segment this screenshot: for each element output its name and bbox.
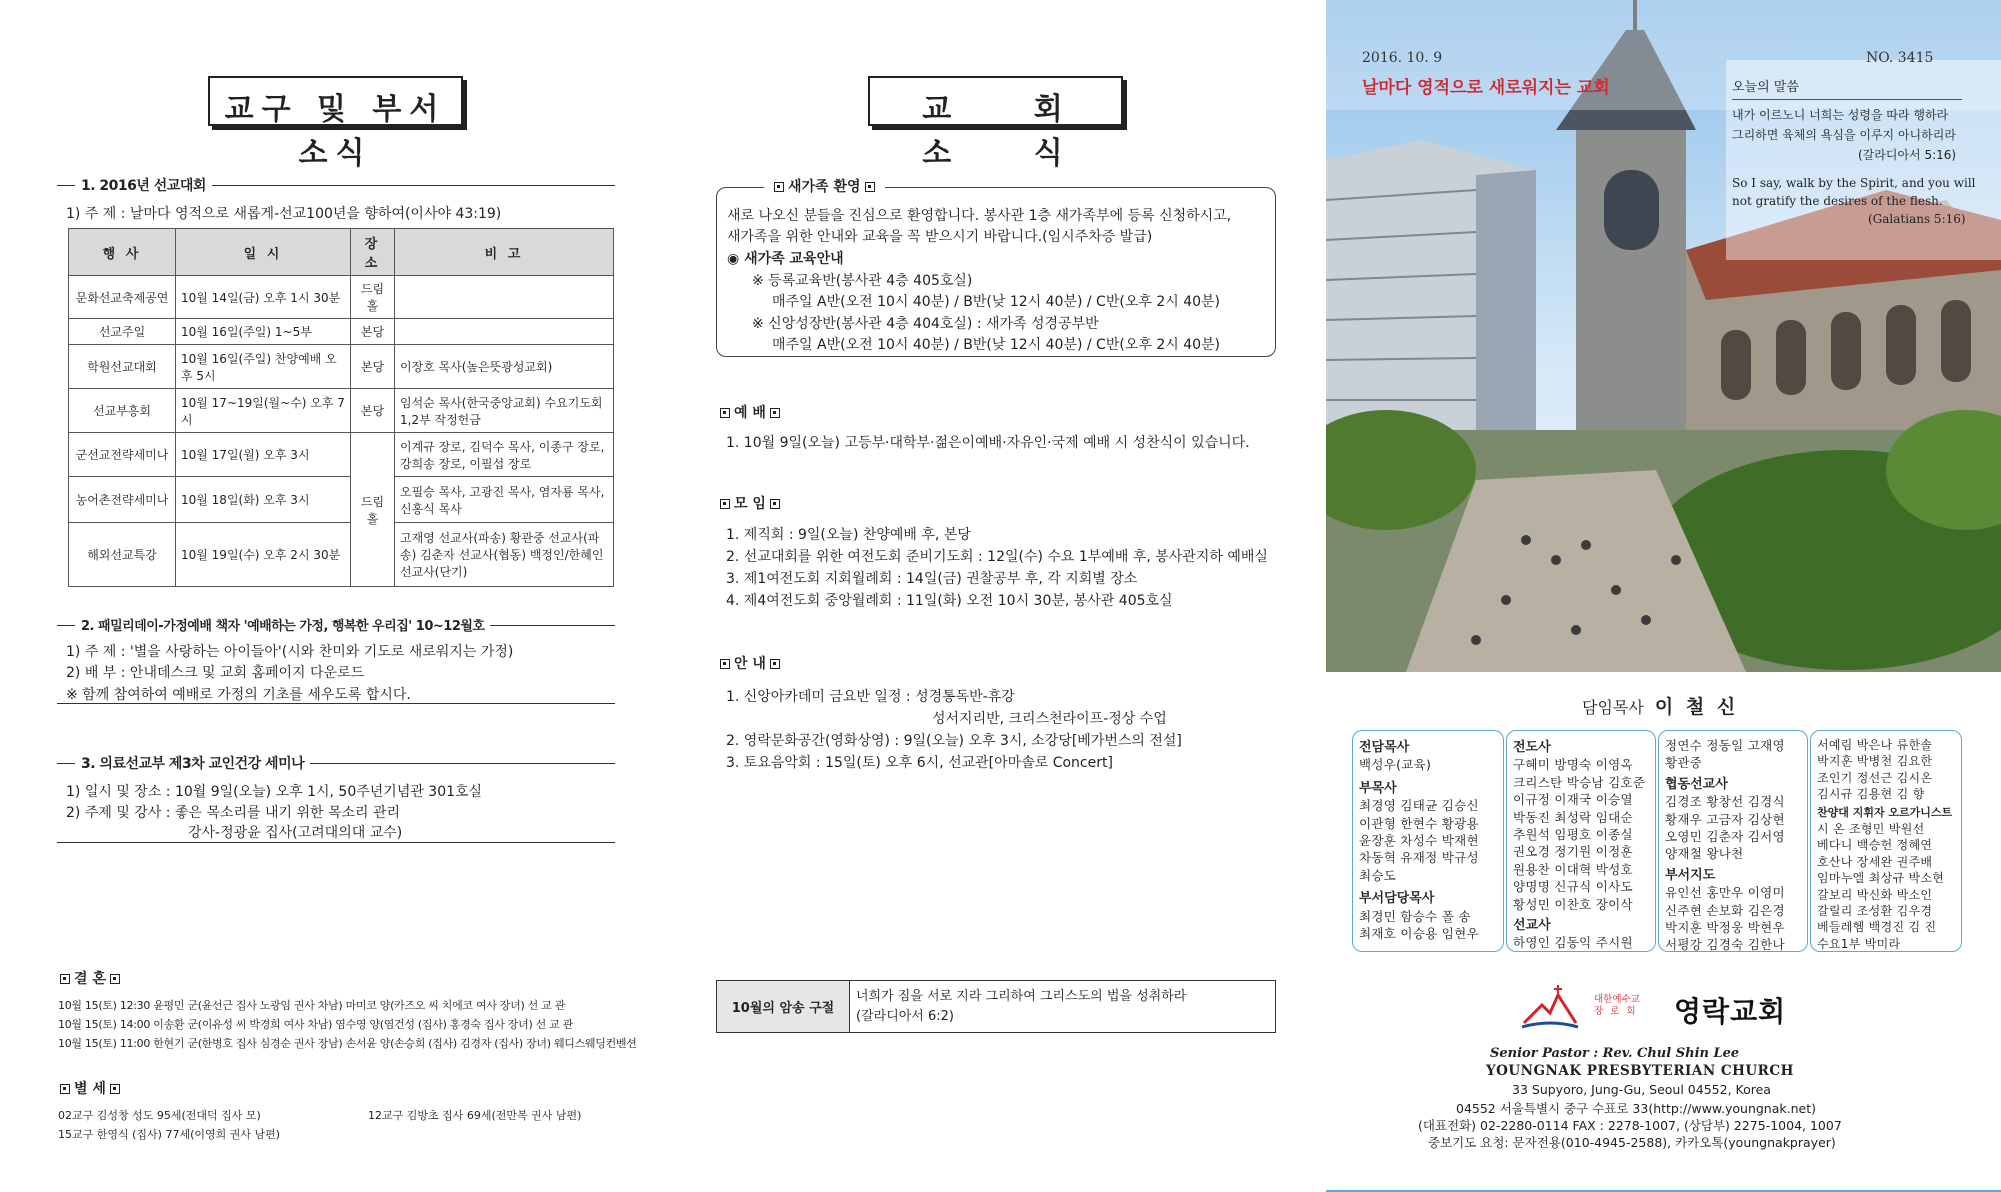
- staff-group: 찬양대 지휘자 오르가니스트: [1817, 805, 1953, 819]
- middle-title: 교 회 소 식: [868, 76, 1123, 126]
- cell-place: 본당: [351, 389, 395, 433]
- square-bullet-icon: [770, 499, 780, 509]
- cell-note: 고재영 선교사(파송) 황관중 선교사(파송) 김춘자 선교사(협동) 백정인/한혜인 선교사(단기): [395, 523, 614, 587]
- cell-place: 드림홀: [351, 276, 395, 319]
- staff-names: 황관중: [1665, 755, 1703, 771]
- staff-names: 양명명 신규식 이사도: [1513, 879, 1633, 895]
- address-en: 33 Supyoro, Jung-Gu, Seoul 04552, Korea: [1512, 1082, 1771, 1097]
- newcomer-e4: 매주일 A반(오전 10시 40분) / B반(낮 12시 40분) / C반(오후 2시 40분): [772, 337, 1221, 353]
- table-row: [69, 523, 614, 587]
- staff-group: 전도사: [1513, 740, 1551, 755]
- cell-date: 10월 18일(화) 오후 3시: [176, 477, 351, 523]
- staff-names: 수요1부 박미라: [1817, 936, 1901, 951]
- newcomer-p1: 새로 나오신 분들을 진심으로 환영합니다. 봉사관 1층 새가족부에 등록 신청하시고,: [727, 208, 1232, 224]
- word-ko2: 그리하면 육체의 욕심을 이루지 아니하리라: [1732, 128, 1956, 142]
- word-en2: not gratify the desires of the flesh.: [1732, 194, 1943, 208]
- staff-col-3: [1658, 730, 1808, 952]
- cell-place: 본당: [351, 319, 395, 345]
- newcomer-heading: [764, 176, 885, 196]
- sec2-heading: 2. 패밀리데이-가정예배 책자 '예배하는 가정, 행복한 우리집' 10~12월호: [75, 615, 490, 634]
- square-bullet-icon: [770, 659, 780, 669]
- church-name-en: YOUNGNAK PRESBYTERIAN CHURCH: [1486, 1063, 1794, 1079]
- table-row: [69, 319, 614, 345]
- square-bullet-icon: [110, 974, 120, 984]
- staff-col-4: [1810, 730, 1962, 952]
- staff-col-2: [1506, 730, 1656, 952]
- church-name: 영락교회: [1674, 995, 1787, 1028]
- newcomer-e1: ※ 등록교육반(봉사관 4층 405호실): [752, 273, 973, 289]
- meeting-heading-text: 모 임: [734, 496, 766, 512]
- newcomer-edu: ◉ 새가족 교육안내: [727, 251, 844, 267]
- meeting-line1: 1. 제직회 : 9일(오늘) 찬양예배 후, 본당: [726, 527, 971, 543]
- memory-label: 10월의 암송 구절: [717, 981, 850, 1032]
- meeting-line3: 3. 제1여전도회 지회월례회 : 14일(금) 권찰공부 후, 각 지회별 장소: [726, 571, 1138, 587]
- staff-names: 권오경 정기원 이정훈: [1513, 844, 1633, 860]
- notice-heading: [716, 653, 784, 673]
- cell-event: 선교주일: [69, 319, 176, 345]
- th-event: 행 사: [69, 229, 176, 276]
- memory-verse: 너희가 짐을 서로 지라 그리하여 그리스도의 법을 성취하라: [856, 989, 1187, 1004]
- staff-names: 최승도: [1359, 867, 1397, 883]
- sec3-line2: 2) 주제 및 강사 : 좋은 목소리를 내기 위한 목소리 관리: [66, 805, 401, 821]
- cell-note: [395, 276, 614, 319]
- cell-event: 해외선교특강: [69, 523, 176, 587]
- square-bullet-icon: [720, 408, 730, 418]
- notice-heading-text: 안 내: [734, 656, 766, 672]
- cell-event: 농어촌전략세미나: [69, 477, 176, 523]
- sec1-theme: 1) 주 제 : 날마다 영적으로 새롭게-선교100년을 향하여(이사야 43:19): [66, 206, 502, 222]
- staff-group: 협동선교사: [1665, 776, 1728, 792]
- word-ko1: 내가 이르노니 너희는 성령을 따라 행하라: [1732, 108, 1949, 122]
- cell-place: 본당: [351, 345, 395, 389]
- staff-names: 박지훈 박정웅 박현우: [1665, 920, 1785, 936]
- death-row: 02교구 김성창 성도 95세(전대덕 집사 모): [58, 1109, 261, 1122]
- wedding-row: 10월 15(토) 12:30 윤평민 군(윤선근 집사 노광임 권사 차남) 마미코 양(카즈오 씨 치에코 여사 장녀) 선 교 관: [58, 999, 566, 1012]
- staff-names: 서예림 박은나 류한솔: [1817, 738, 1933, 752]
- wedding-heading: [56, 968, 124, 988]
- death-row: 15교구 한영식 (집사) 77세(이영희 권사 남편): [58, 1128, 281, 1141]
- staff-names: 오영민 김춘자 김서영: [1665, 829, 1785, 845]
- square-bullet-icon: [720, 659, 730, 669]
- cell-note: 임석순 목사(한국중앙교회) 수요기도회 1,2부 작정헌금: [395, 389, 614, 433]
- wedding-heading-text: 결 혼: [74, 971, 106, 987]
- issue-number: NO. 3415: [1866, 50, 1934, 66]
- cell-event: 선교부흥회: [69, 389, 176, 433]
- staff-names: 박지훈 박병천 김요한: [1817, 754, 1933, 769]
- word-title: 오늘의 말씀: [1732, 80, 1799, 95]
- cell-event: 문화선교축제공연: [69, 276, 176, 319]
- worship-line1: 1. 10월 9일(오늘) 고등부·대학부·젊은이예배·자유인·국제 예배 시 성찬식이 있습니다.: [726, 435, 1250, 451]
- staff-names: 서평강 김경숙 김한나: [1665, 937, 1785, 953]
- staff-names: 정연수 정동일 고재영: [1665, 738, 1785, 753]
- staff-names: 호산나 장세완 권주배: [1817, 854, 1933, 869]
- staff-names: 최경영 김태균 김승신: [1359, 798, 1479, 814]
- square-bullet-icon: [770, 408, 780, 418]
- prayer-request: 중보기도 요청: 문자전용(010-4945-2588), 카카오톡(youngnakprayer): [1428, 1135, 1836, 1150]
- sec1-heading: 1. 2016년 선교대회: [75, 175, 212, 195]
- staff-names: 황재우 고금자 김상현: [1665, 811, 1785, 827]
- sec3-heading: 3. 의료선교부 제3차 교인건강 세미나: [75, 753, 310, 773]
- table-row: [69, 433, 614, 477]
- staff-names: 구혜미 방명숙 이영옥: [1513, 757, 1633, 773]
- square-bullet-icon: [720, 499, 730, 509]
- cell-date: 10월 16일(주일) 1~5부: [176, 319, 351, 345]
- word-rule: [1732, 99, 1962, 100]
- cell-date: 10월 17일(월) 오후 3시: [176, 433, 351, 477]
- cell-date: 10월 14일(금) 오후 1시 30분: [176, 276, 351, 319]
- sec3-line1: 1) 일시 및 장소 : 10월 9일(오늘) 오후 1시, 50주년기념관 301호실: [66, 784, 483, 800]
- staff-group: 부서담당목사: [1359, 891, 1435, 907]
- church-motto: 날마다 영적으로 새로워지는 교회: [1362, 78, 1610, 98]
- staff-names: 신주현 손보화 김은경: [1665, 902, 1785, 918]
- staff-group: 전담목사: [1359, 740, 1410, 755]
- notice-line3: 3. 토요음악회 : 15일(토) 오후 6시, 선교관[아마솔로 Concert]: [726, 755, 1113, 771]
- staff-names: 갈보리 박신화 박소인: [1817, 887, 1933, 902]
- staff-names: 이관형 한현수 황광용: [1359, 815, 1479, 831]
- staff-names: 갈릴리 조성환 김우경: [1817, 904, 1933, 919]
- cell-note: 오필승 목사, 고광진 목사, 염자룡 목사, 신홍식 목사: [395, 477, 614, 523]
- church-photo: [1326, 0, 2001, 672]
- cell-event: 군선교전략세미나: [69, 433, 176, 477]
- sec3-line3: 강사-정광윤 집사(고려대의대 교수): [188, 825, 403, 841]
- staff-names: 양재철 왕나천: [1665, 846, 1744, 862]
- staff-group: 부서지도: [1665, 867, 1716, 883]
- death-heading: [56, 1078, 124, 1098]
- senior-pastor-en: Senior Pastor : Rev. Chul Shin Lee: [1490, 1046, 1740, 1061]
- wedding-row: 10월 15(토) 14:00 이송환 군(이유성 씨 박경희 여사 차남) 염수영 양(염건성 (집사) 홍경숙 집사 장녀) 선 교 관: [58, 1018, 574, 1031]
- staff-names: 베다니 백승헌 정혜연: [1817, 838, 1933, 853]
- staff-names: 최경민 함승수 폴 송: [1359, 908, 1471, 924]
- staff-names: 원용찬 이대혁 박성호: [1513, 861, 1633, 877]
- memory-verse-box: [716, 980, 1276, 1033]
- pastor-label: 담임목사: [1582, 698, 1644, 717]
- square-bullet-icon: [60, 1084, 70, 1094]
- meeting-line4: 4. 제4여전도회 중앙월례회 : 11일(화) 오전 10시 30분, 봉사관 405호실: [726, 593, 1173, 609]
- sec2-line3: ※ 함께 참여하여 예배로 가정의 기초를 세우도록 합시다.: [66, 687, 411, 703]
- event-table: [68, 228, 614, 587]
- death-heading-text: 별 세: [74, 1081, 106, 1097]
- meeting-line2: 2. 선교대회를 위한 여전도회 준비기도회 : 12일(수) 수요 1부예배 후, 봉사관지하 예배실: [726, 549, 1268, 565]
- cell-place: 드림홀: [351, 433, 395, 587]
- staff-names: 시 온 조형민 박원선: [1817, 822, 1925, 837]
- cell-date: 10월 17~19일(월~수) 오후 7시: [176, 389, 351, 433]
- staff-names: 박동진 최성락 임대순: [1513, 809, 1633, 825]
- staff-names: 임마누엘 최상규 박소현: [1817, 871, 1945, 886]
- newcomer-e3: ※ 신앙성장반(봉사관 4층 404호실) : 새가족 성경공부반: [752, 316, 1099, 332]
- address-ko: 04552 서울특별시 중구 수표로 33(http://www.youngnak.net): [1456, 1101, 1816, 1116]
- square-bullet-icon: [60, 974, 70, 984]
- staff-group: 부목사: [1359, 780, 1397, 796]
- staff-names: 백성우(교육): [1359, 757, 1432, 773]
- cell-date: 10월 19일(수) 오후 2시 30분: [176, 523, 351, 587]
- staff-names: 하영인 김동익 주시원: [1513, 935, 1633, 951]
- staff-names: 김시규 김용현 김 향: [1817, 787, 1925, 802]
- table-row: [69, 389, 614, 433]
- staff-names: 윤장훈 차성수 박재현: [1359, 833, 1479, 849]
- church-logo-icon: [1520, 983, 1580, 1031]
- notice-line1: 1. 신앙아카데미 금요반 일정 : 성경통독반-휴강: [726, 689, 1015, 705]
- staff-names: 최재호 이승용 임현우: [1359, 926, 1479, 942]
- square-bullet-icon: [865, 182, 875, 192]
- staff-names: 유인선 홍만우 이영미: [1665, 885, 1785, 901]
- staff-group: 선교사: [1513, 918, 1551, 934]
- table-row: [69, 276, 614, 319]
- th-date: 일 시: [176, 229, 351, 276]
- worship-heading: [716, 402, 784, 422]
- staff-names: 베들레헴 백경진 김 진: [1817, 920, 1937, 935]
- death-row: 12교구 김방초 집사 69세(전만복 권사 남편): [368, 1109, 582, 1122]
- staff-names: 크리스탄 박승남 김호준: [1513, 774, 1646, 790]
- staff-names: 황성민 이찬호 장이삭: [1513, 896, 1633, 912]
- cell-event: 학원선교대회: [69, 345, 176, 389]
- sec2-line2: 2) 배 부 : 안내데스크 및 교회 홈페이지 다운로드: [66, 665, 365, 681]
- church-tag-line2: 장 로 회: [1594, 1006, 1638, 1017]
- newcomer-heading-text: 새가족 환영: [788, 179, 861, 195]
- notice-line1b: 성서지리반, 크리스천라이프-정상 수업: [932, 711, 1167, 727]
- church-illustration: [1326, 0, 2001, 672]
- staff-col-1: [1352, 730, 1504, 952]
- staff-names: 이규정 이재국 이승열: [1513, 792, 1633, 808]
- staff-names: 차동혁 유재정 박규성: [1359, 850, 1479, 866]
- square-bullet-icon: [774, 182, 784, 192]
- pastor-name: 이 철 신: [1654, 696, 1739, 718]
- staff-names: 김경조 황창선 김경식: [1665, 794, 1785, 810]
- memory-ref: (갈라디아서 6:2): [856, 1009, 954, 1024]
- cell-date: 10월 16일(주일) 찬양예배 오후 5시: [176, 345, 351, 389]
- table-row: [69, 477, 614, 523]
- newcomer-e2: 매주일 A반(오전 10시 40분) / B반(낮 12시 40분) / C반(오후 2시 40분): [772, 294, 1221, 310]
- word-en1: So I say, walk by the Spirit, and you will: [1732, 176, 1976, 190]
- square-bullet-icon: [110, 1084, 120, 1094]
- staff-names: 조인기 정선근 김시온: [1817, 770, 1933, 785]
- issue-date: 2016. 10. 9: [1362, 50, 1443, 66]
- pastor-line: [1582, 692, 1738, 719]
- church-tag: [1594, 994, 1640, 1018]
- cell-note: 이장호 목사(높은뜻광성교회): [395, 345, 614, 389]
- word-en-ref: (Galatians 5:16): [1868, 212, 1966, 226]
- staff-names: 추원석 임평호 이종실: [1513, 827, 1633, 843]
- phone-info: (대표전화) 02-2280-0114 FAX : 2278-1007, (상담부) 2275-1004, 1007: [1418, 1118, 1842, 1133]
- th-place: 장 소: [351, 229, 395, 276]
- sec3-bottom-rule: [57, 842, 615, 843]
- cell-note: [395, 319, 614, 345]
- wedding-row: 10월 15(토) 11:00 한현기 군(한병호 집사 심경순 권사 장남) 손서윤 양(손승희 (집사) 김경자 (집사) 장녀) 웨디스웨딩컨벤션: [58, 1037, 637, 1050]
- sec2-bottom-rule: [57, 703, 615, 704]
- notice-line2: 2. 영락문화공간(영화상영) : 9일(오늘) 오후 3시, 소강당[베가번스의 전설]: [726, 733, 1182, 749]
- meeting-heading: [716, 493, 784, 513]
- sec2-line1: 1) 주 제 : '별을 사랑하는 아이들아'(시와 찬미와 기도로 새로워지는 가정): [66, 644, 514, 660]
- word-ko-ref: (갈라디아서 5:16): [1858, 148, 1957, 162]
- th-note: 비 고: [395, 229, 614, 276]
- table-row: [69, 345, 614, 389]
- cell-note: 이계규 장로, 김덕수 목사, 이종구 장로, 강희송 장로, 이필섭 장로: [395, 433, 614, 477]
- left-title: 교구 및 부서소식: [208, 76, 463, 126]
- worship-heading-text: 예 배: [734, 405, 766, 421]
- newcomer-p2: 새가족을 위한 안내와 교육을 꼭 받으시기 바랍니다.(임시주차증 발급): [727, 229, 1153, 245]
- church-tag-line1: 대한예수교: [1594, 994, 1640, 1005]
